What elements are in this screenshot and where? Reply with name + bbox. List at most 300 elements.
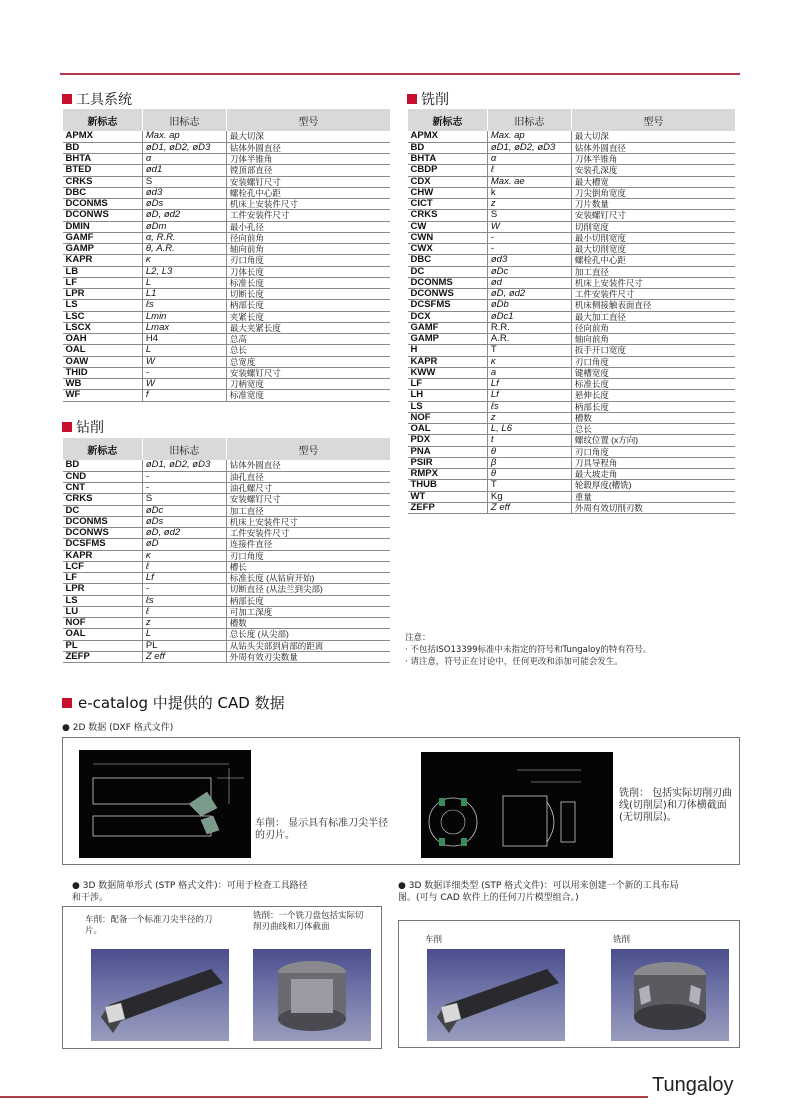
description: 重量 [571,491,735,502]
symbol-new: BD [408,142,488,153]
symbol-new: OAL [63,629,143,640]
detail-milling-render [611,949,729,1041]
table-row [408,424,736,435]
symbol-new: LS [408,401,488,412]
symbol-old: ℓs [142,595,226,606]
description: 工件安装件尺寸 [226,528,390,539]
symbol-new: OAL [63,345,143,356]
symbol-old: α, R.R. [142,232,226,243]
symbol-new: CICT [408,199,488,210]
table-row [63,334,391,345]
symbol-new: LF [408,379,488,390]
col-header-type: 型号 [226,438,390,460]
symbol-new: KAPR [63,255,143,266]
table-row [63,210,391,221]
table-row [63,311,391,322]
description: 可加工深度 [226,606,390,617]
symbol-new: RMPX [408,469,488,480]
symbol-new: CBDP [408,165,488,176]
table-row [63,618,391,629]
table-row [63,629,391,640]
symbol-new: NOF [63,618,143,629]
description: 总长 [571,424,735,435]
symbol-new: DMIN [63,221,143,232]
symbol-old: θ [487,469,571,480]
table-row [63,505,391,516]
symbol-new: BTED [63,165,143,176]
table-row [408,435,736,446]
symbol-old: Lmin [142,311,226,322]
symbol-new: CDX [408,176,488,187]
table-row [408,266,736,277]
symbol-new: WB [63,379,143,390]
table-row [408,255,736,266]
table-row [63,595,391,606]
col-header-old: 旧标志 [142,438,226,460]
symbol-old: Lf [487,390,571,401]
simple-milling-render [253,949,371,1041]
symbol-new: KAPR [408,356,488,367]
symbol-old: - [487,244,571,255]
table-row [63,573,391,584]
section-title-milling [407,89,449,109]
description: 安装螺钉尺寸 [571,210,735,221]
description: 钻体外圆直径 [226,460,390,471]
symbol-old: øDc1 [487,311,571,322]
description: 最大切深 [226,131,390,142]
dxf-label: ● 2D 数据 (DXF 格式文件) [62,723,174,733]
table-row [63,266,391,277]
milling-2d-drawing [421,752,613,858]
table-row [63,584,391,595]
stp-detail-label: ● 3D 数据详细类型 (STP 格式文件)：可以用来创建一个新的工具布局图。(可与 CAD 软件上的任何刀片模型组合。) [398,881,679,903]
symbol-old: ød1 [142,165,226,176]
symbol-old: øDc [142,505,226,516]
description: 最小孔径 [226,221,390,232]
symbol-new: NOF [408,412,488,423]
symbol-old: β [487,457,571,468]
symbol-old: ℓs [142,300,226,311]
symbol-new: LU [63,606,143,617]
detail-turning-render [427,949,565,1041]
symbol-new: LH [408,390,488,401]
col-header-type: 型号 [226,109,390,131]
notes-head: 注意： [405,633,431,643]
description: 机床上安装件尺寸 [571,277,735,288]
symbol-new: LSCX [63,322,143,333]
symbol-new: CWN [408,232,488,243]
symbol-new: WF [63,390,143,401]
description: 加工直径 [571,266,735,277]
symbol-old: øDc [487,266,571,277]
symbol-new: BHTA [408,154,488,165]
symbol-new: H [408,345,488,356]
symbol-old: θ, A.R. [142,244,226,255]
table-row [63,289,391,300]
stp-simple-panel [62,906,382,1049]
table-row [408,480,736,491]
description: 刀体长度 [226,266,390,277]
table-row [408,412,736,423]
table-row [408,379,736,390]
description: 柄部长度 [226,300,390,311]
symbol-new: BD [63,460,143,471]
symbol-old: S [142,176,226,187]
symbol-old: ℓ [487,165,571,176]
red-square-icon [62,94,72,104]
description: 工件安装件尺寸 [571,289,735,300]
table-row [63,539,391,550]
col-header-old: 旧标志 [142,109,226,131]
simple-turning-caption: 车削：配备一个标准刀尖半径的刀片。 [85,915,213,936]
symbol-new: PDX [408,435,488,446]
section-title-tooling [62,89,132,109]
description: 切断直径 (从法兰到尖部) [226,584,390,595]
table-row [408,244,736,255]
symbol-new: DCONWS [63,528,143,539]
description: 最大切深 [571,131,735,142]
symbol-old: ℓ [142,606,226,617]
table-row [408,367,736,378]
symbol-old: L, L6 [487,424,571,435]
description: 油孔螺尺寸 [226,483,390,494]
table-row [408,221,736,232]
symbol-old: ød [487,277,571,288]
description: 轴向前角 [226,244,390,255]
symbol-old: øDs [142,516,226,527]
table-row [63,142,391,153]
table-row [63,255,391,266]
table-row [408,390,736,401]
symbol-new: DCX [408,311,488,322]
symbol-old: R.R. [487,322,571,333]
description: 总长 [226,345,390,356]
description: 最大切削宽度 [571,244,735,255]
description: 刀具导程角 [571,457,735,468]
symbol-new: DCONMS [63,516,143,527]
symbol-new: LSC [63,311,143,322]
symbol-old: øD, ød2 [487,289,571,300]
description: 刃口角度 [571,446,735,457]
table-row [408,165,736,176]
tooling-table [62,109,390,402]
description: 安装螺钉尺寸 [226,176,390,187]
symbol-new: THID [63,367,143,378]
table-row [63,199,391,210]
symbol-new: DC [408,266,488,277]
symbol-old: - [142,584,226,595]
symbol-new: DCONMS [408,277,488,288]
symbol-old: øD [142,539,226,550]
description: 槽长 [226,561,390,572]
symbol-old: - [142,471,226,482]
table-row [63,356,391,367]
milling-table [407,109,735,514]
symbol-old: z [487,199,571,210]
cad-title-text: e-catalog 中提供的 CAD 数据 [78,694,285,712]
symbol-old: S [142,494,226,505]
simple-milling-caption: 铣削：一个铣刀盘包括实际切削刃曲线和刀体截面 [253,911,364,932]
description: 标准宽度 [226,390,390,401]
table-row [408,502,736,513]
symbol-new: PNA [408,446,488,457]
symbol-new: THUB [408,480,488,491]
description: 最小切削宽度 [571,232,735,243]
symbol-new: OAH [63,334,143,345]
symbol-old: L [142,629,226,640]
table-row [408,446,736,457]
symbol-old: - [487,232,571,243]
symbol-old: øDs [142,199,226,210]
notes [405,632,651,668]
table-row [408,154,736,165]
symbol-new: DBC [63,187,143,198]
turning-2d-drawing [79,750,251,858]
symbol-new: GAMF [408,322,488,333]
description: 总高 [226,334,390,345]
symbol-new: CHW [408,187,488,198]
symbol-new: GAMP [63,244,143,255]
table-row [63,460,391,471]
description: 总宽度 [226,356,390,367]
description: 安装螺钉尺寸 [226,494,390,505]
description: 最大槽宽 [571,176,735,187]
description: 刀片数量 [571,199,735,210]
table-row [408,232,736,243]
description: 机床上安装件尺寸 [226,199,390,210]
symbol-old: W [487,221,571,232]
stp-simple-label: ● 3D 数据简单形式 (STP 格式文件)：可用于检查工具路径和干涉。 [72,881,308,903]
description: 槽数 [226,618,390,629]
symbol-new: DCONWS [408,289,488,300]
col-header-new: 新标志 [63,109,143,131]
symbol-new: ZEFP [63,651,143,662]
description: 螺栓孔中心距 [226,187,390,198]
table-row [63,471,391,482]
description: 切削宽度 [571,221,735,232]
table-row [408,131,736,142]
symbol-old: L1 [142,289,226,300]
symbol-old: L [142,277,226,288]
detail-turning-caption: 车削 [425,935,443,945]
red-square-icon [407,94,417,104]
symbol-old: - [142,367,226,378]
symbol-new: BD [63,142,143,153]
description: 钻体外圆直径 [571,142,735,153]
symbol-old: κ [487,356,571,367]
description: 刀柄宽度 [226,379,390,390]
description: 标准长度 (从钻肩开始) [226,573,390,584]
description: 油孔直径 [226,471,390,482]
description: 径向前角 [226,232,390,243]
description: 标准长度 [226,277,390,288]
symbol-new: GAMF [63,232,143,243]
symbol-old: Max. ae [487,176,571,187]
symbol-old: z [142,618,226,629]
bottom-rule [0,1096,648,1098]
symbol-new: KAPR [63,550,143,561]
symbol-old: a [487,367,571,378]
symbol-old: Z eff [142,651,226,662]
table-row [63,528,391,539]
section-title-text: 钻削 [76,420,104,436]
symbol-new: CWX [408,244,488,255]
table-row [63,176,391,187]
symbol-old: θ [487,446,571,457]
symbol-old: t [487,435,571,446]
table-row [408,457,736,468]
notes-line-1: · 不包括ISO13399标准中未指定的符号和Tungaloy的特有符号。 [405,645,652,655]
symbol-new: WT [408,491,488,502]
symbol-old: øD1, øD2, øD3 [142,142,226,153]
drilling-table [62,438,390,663]
description: 螺栓孔中心距 [571,255,735,266]
table-row [408,356,736,367]
table-row [63,165,391,176]
description: 径向前角 [571,322,735,333]
description: 最大夹紧长度 [226,322,390,333]
symbol-old: Z eff [487,502,571,513]
symbol-new: CND [63,471,143,482]
table-row [63,232,391,243]
symbol-new: OAW [63,356,143,367]
table-row [408,345,736,356]
table-row [63,187,391,198]
description: 从钻头尖部到肩部的距离 [226,640,390,651]
top-rule [60,73,740,75]
description: 安装孔深度 [571,165,735,176]
symbol-old: Lmax [142,322,226,333]
symbol-old: Lf [487,379,571,390]
symbol-new: PSIR [408,457,488,468]
table-row [408,491,736,502]
col-header-new: 新标志 [63,438,143,460]
symbol-old: L2, L3 [142,266,226,277]
description: 柄部长度 [226,595,390,606]
symbol-old: Kg [487,491,571,502]
description: 机床上安装件尺寸 [226,516,390,527]
turning-2d-caption: 车削： 显示具有标准刀尖半径的刃片。 [255,818,389,841]
symbol-new: BHTA [63,154,143,165]
symbol-old: PL [142,640,226,651]
red-square-icon [62,422,72,432]
symbol-new: DC [63,505,143,516]
table-row [63,640,391,651]
table-row [63,561,391,572]
symbol-old: T [487,345,571,356]
table-row [63,154,391,165]
description: 镗顶部直径 [226,165,390,176]
description: 切断长度 [226,289,390,300]
description: 加工直径 [226,505,390,516]
symbol-old: ℓ [142,561,226,572]
symbol-old: α [487,154,571,165]
symbol-new: CRKS [63,494,143,505]
symbol-old: L [142,345,226,356]
description: 最大坡走角 [571,469,735,480]
description: 机床侧接触表面直径 [571,300,735,311]
description: 轮毂厚度(槽铣) [571,480,735,491]
symbol-new: ZEFP [408,502,488,513]
table-row [408,311,736,322]
description: 刀体半锥角 [226,154,390,165]
symbol-old: øD, ød2 [142,528,226,539]
symbol-old: øDm [142,221,226,232]
symbol-old: Max. ap [142,131,226,142]
symbol-new: CRKS [63,176,143,187]
milling-2d-caption: 铣削： 包括实际切削刃曲线(切削层)和刀体横截面(无切削层)。 [619,788,733,823]
symbol-new: DCSFMS [63,539,143,550]
symbol-old: øDb [487,300,571,311]
symbol-new: GAMP [408,334,488,345]
stp-detail-panel [398,920,740,1048]
symbol-old: S [487,210,571,221]
description: 总长度 (从尖部) [226,629,390,640]
table-row [63,550,391,561]
symbol-new: LF [63,277,143,288]
symbol-new: KWW [408,367,488,378]
table-row [63,221,391,232]
table-row [408,176,736,187]
table-row [408,142,736,153]
description: 悬伸长度 [571,390,735,401]
description: 槽数 [571,412,735,423]
table-row [63,606,391,617]
description: 外周有效刃尖数量 [226,651,390,662]
symbol-new: LPR [63,289,143,300]
description: 键槽宽度 [571,367,735,378]
section-title-drilling [62,417,104,437]
section-title-text: 工具系统 [76,92,132,108]
description: 标准长度 [571,379,735,390]
simple-turning-render [91,949,229,1041]
symbol-new: APMX [408,131,488,142]
notes-line-2: · 请注意，符号正在讨论中，任何更改和添加可能会发生。 [405,657,623,667]
symbol-new: LPR [63,584,143,595]
description: 外周有效切削刃数 [571,502,735,513]
symbol-old: W [142,356,226,367]
symbol-old: øD1, øD2, øD3 [142,460,226,471]
symbol-new: CW [408,221,488,232]
col-header-old: 旧标志 [487,109,571,131]
description: 钻体外圆直径 [226,142,390,153]
description: 安装螺钉尺寸 [226,367,390,378]
symbol-old: κ [142,550,226,561]
symbol-new: LB [63,266,143,277]
table-row [63,516,391,527]
symbol-old: ød3 [142,187,226,198]
description: 扳手开口宽度 [571,345,735,356]
table-row [408,199,736,210]
table-row [408,187,736,198]
symbol-old: k [487,187,571,198]
description: 轴向前角 [571,334,735,345]
description: 刀尖倒角宽度 [571,187,735,198]
symbol-new: DCONMS [63,199,143,210]
table-row [63,494,391,505]
table-row [408,289,736,300]
description: 螺纹位置 (x方向) [571,435,735,446]
col-header-type: 型号 [571,109,735,131]
table-row [408,322,736,333]
symbol-new: LCF [63,561,143,572]
symbol-old: W [142,379,226,390]
symbol-old: - [142,483,226,494]
description: 刃口角度 [226,255,390,266]
table-row [408,334,736,345]
table-row [408,300,736,311]
table-row [63,390,391,401]
